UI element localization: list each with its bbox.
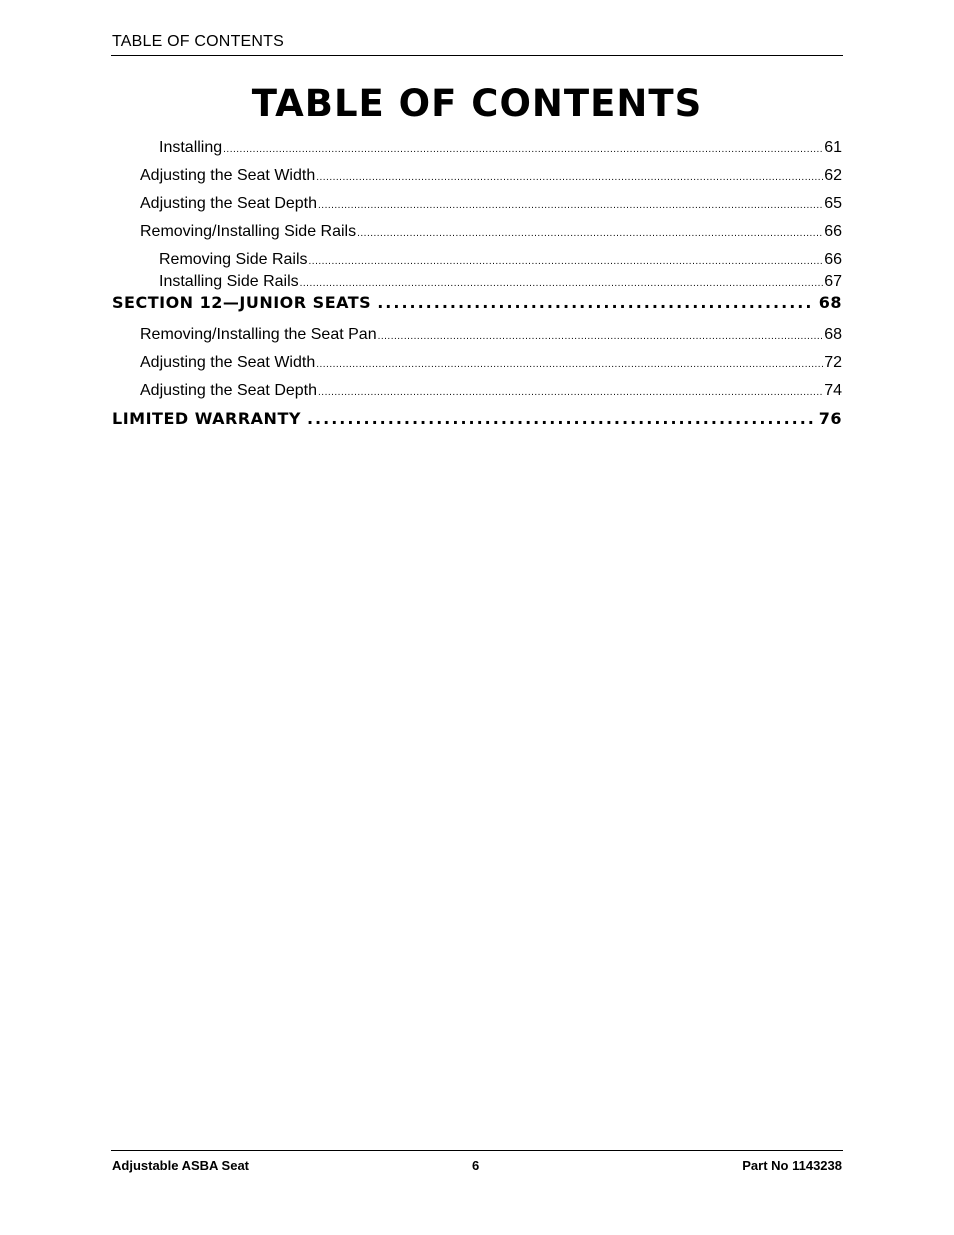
toc-entry-text: Removing Side Rails bbox=[159, 251, 308, 268]
toc-entry[interactable] bbox=[159, 139, 842, 157]
toc-section-page: 68 bbox=[818, 293, 842, 312]
toc-entry[interactable] bbox=[159, 273, 842, 291]
toc-entry-page: 68 bbox=[824, 326, 842, 343]
toc-entry-text: Adjusting the Seat Depth bbox=[140, 382, 318, 399]
dot-leader bbox=[316, 360, 823, 370]
dot-leader bbox=[223, 145, 823, 155]
toc-entry-text: Removing/Installing the Seat Pan bbox=[140, 326, 377, 343]
dot-leader bbox=[357, 229, 823, 239]
toc-entry-page: 66 bbox=[824, 251, 842, 268]
toc-section-entry[interactable] bbox=[112, 293, 842, 312]
toc-entry[interactable] bbox=[140, 167, 842, 185]
dot-leader bbox=[309, 257, 824, 267]
toc-entry-page: 61 bbox=[824, 139, 842, 156]
toc-entry-text: Adjusting the Seat Width bbox=[140, 354, 316, 371]
running-header: TABLE OF CONTENTS bbox=[112, 33, 285, 50]
toc-entry-page: 72 bbox=[824, 354, 842, 371]
toc-entry-page: 74 bbox=[824, 382, 842, 399]
toc-entry-text: Installing bbox=[159, 139, 223, 156]
toc-entry-text: Adjusting the Seat Width bbox=[140, 167, 316, 184]
dot-leader bbox=[318, 388, 823, 398]
toc-entry-page: 66 bbox=[824, 223, 842, 240]
footer-rule bbox=[111, 1150, 843, 1151]
toc-entry[interactable] bbox=[140, 354, 842, 372]
footer-page-number: 6 bbox=[472, 1158, 480, 1173]
footer-document-title: Adjustable ASBA Seat bbox=[112, 1158, 250, 1173]
toc-entry-page: 62 bbox=[824, 167, 842, 184]
toc-section-text: LIMITED WARRANTY bbox=[112, 409, 301, 428]
toc-entry-text: Adjusting the Seat Depth bbox=[140, 195, 318, 212]
toc-section-text: SECTION 12—JUNIOR SEATS bbox=[112, 293, 372, 312]
footer-part-number: Part No 1143238 bbox=[742, 1158, 842, 1173]
dot-leader bbox=[378, 332, 824, 342]
dot-leader bbox=[318, 201, 823, 211]
toc-section-entry[interactable] bbox=[112, 409, 842, 428]
toc-entry[interactable] bbox=[140, 382, 842, 400]
toc-entry[interactable] bbox=[159, 251, 842, 269]
toc-entry[interactable] bbox=[140, 326, 842, 344]
toc-entry-text: Removing/Installing Side Rails bbox=[140, 223, 357, 240]
dot-leader bbox=[377, 295, 813, 311]
page-title: TABLE OF CONTENTS bbox=[251, 82, 703, 125]
toc-entry-page: 65 bbox=[824, 195, 842, 212]
toc-entry[interactable] bbox=[140, 223, 842, 241]
dot-leader bbox=[316, 173, 823, 183]
dot-leader bbox=[300, 279, 824, 289]
toc-entry[interactable] bbox=[140, 195, 842, 213]
toc-entry-page: 67 bbox=[824, 273, 842, 290]
toc-entry-text: Installing Side Rails bbox=[159, 273, 299, 290]
toc-section-page: 76 bbox=[818, 409, 842, 428]
dot-leader bbox=[307, 411, 813, 427]
